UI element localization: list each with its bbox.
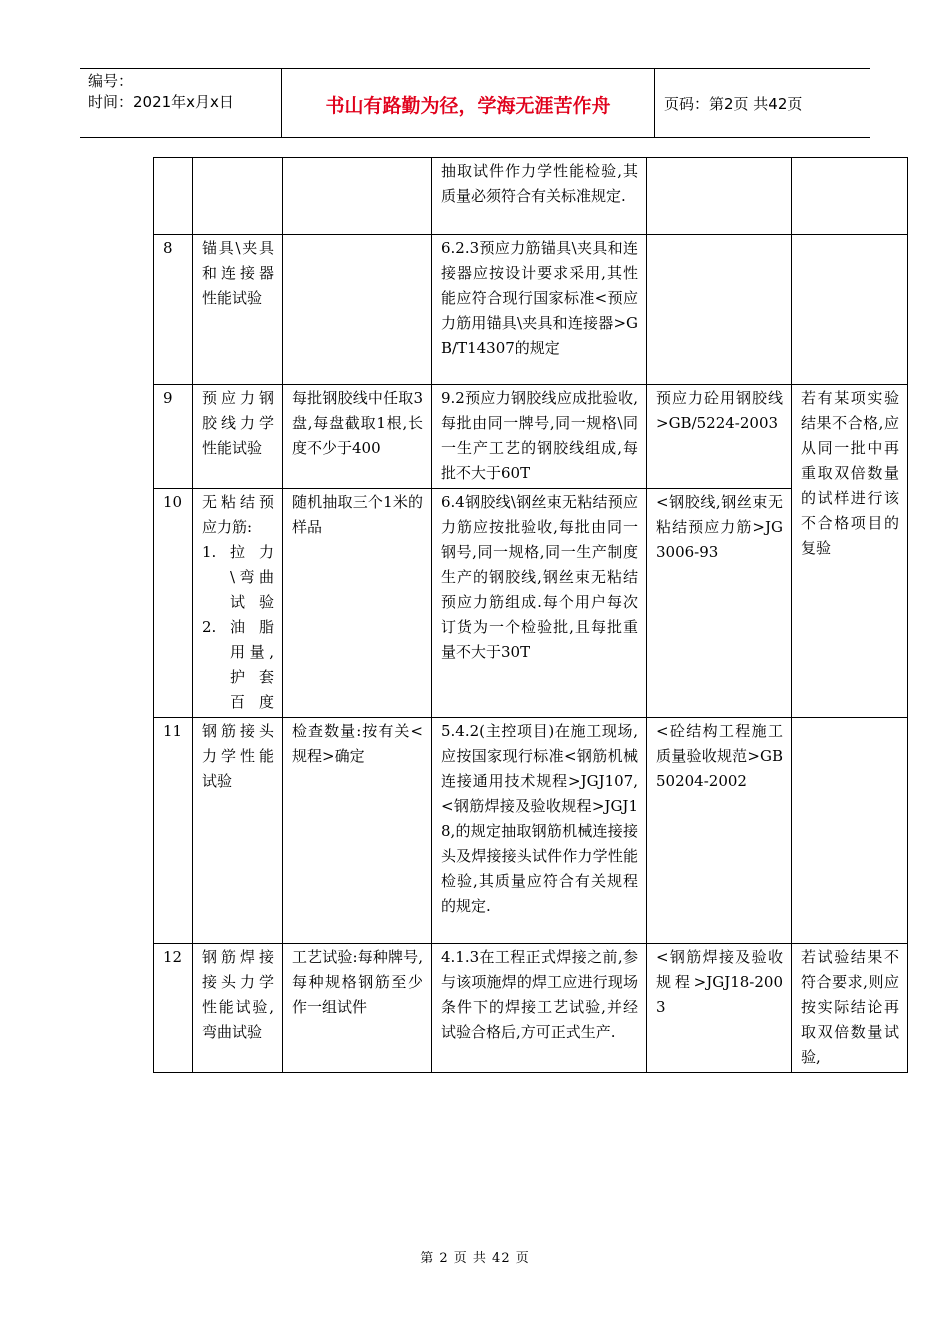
- item-sublist: [202, 540, 274, 715]
- page-footer: 第 2 页 共 42 页: [420, 1251, 530, 1266]
- cell-requirement: 4.1.3在工程正式焊接之前,参与该项施焊的焊工应进行现场条件下的焊接工艺试验,并经试验合格后,方可正式生产.: [432, 944, 647, 1073]
- cell-requirement: 6.4钢胶线\钢丝束无粘结预应力筋应按批验收,每批由同一钢号,同一规格,同一生产制度生产的钢胶线,钢丝束无粘结预应力筋组成.每个用户每次订货为一个检验批,且每批重量不大于30T: [432, 489, 647, 718]
- cell-remark: [792, 718, 908, 944]
- table-row: [154, 158, 908, 235]
- cell-no: 10: [154, 489, 193, 718]
- item-title: 无粘结预应力筋:: [202, 493, 274, 536]
- header-left: [88, 71, 234, 113]
- cell-sampling: [283, 235, 432, 385]
- cell-remark: 若有某项实验结果不合格,应从同一批中再重取双倍数量的试样进行该不合格项目的复验: [792, 385, 908, 718]
- cell-standard: <钢胶线,钢丝束无粘结预应力筋>JG3006-93: [647, 489, 792, 718]
- doc-number-label: 编号：: [88, 72, 134, 90]
- cell-sampling: 工艺试验:每种牌号,每种规格钢筋至少作一组试件: [283, 944, 432, 1073]
- list-item-number: 1.: [202, 543, 217, 561]
- cell-requirement: 抽取试件作力学性能检验,其质量必须符合有关标准规定.: [432, 158, 647, 235]
- cell-item: 预应力钢胶线力学性能试验: [193, 385, 283, 489]
- cell-sampling: [283, 158, 432, 235]
- header-motto: 书山有路勤为径，学海无涯苦作舟: [325, 95, 611, 117]
- table-row: [154, 385, 908, 489]
- list-item: [202, 540, 274, 615]
- cell-remark: 若试验结果不符合要求,则应按实际结论再取双倍数量试验,: [792, 944, 908, 1073]
- cell-requirement: 5.4.2(主控项目)在施工现场,应按国家现行标准<钢筋机械连接通用技术规程>JGJ107,<钢筋焊接及验收规程>JGJ18,的规定抽取钢筋机械连接接头及焊接接头试件作力学性能检验,其质量应符合有关规程的规定.: [432, 718, 647, 944]
- cell-sampling: 检查数量:按有关<规程>确定: [283, 718, 432, 944]
- cell-remark: [792, 235, 908, 385]
- list-item: [202, 615, 274, 715]
- header-page-info: 页码：第2页 共42页: [664, 95, 803, 113]
- list-item-text: 拉力\弯曲试验: [230, 543, 274, 611]
- list-item-text: 油脂用量,护套百度: [230, 618, 274, 711]
- cell-item: 钢筋接头力学性能试验: [193, 718, 283, 944]
- cell-item: 锚具\夹具和连接器性能试验: [193, 235, 283, 385]
- cell-standard: 预应力砼用钢胶线>GB/5224-2003: [647, 385, 792, 489]
- cell-no: 8: [154, 235, 193, 385]
- cell-sampling: 随机抽取三个1米的样品: [283, 489, 432, 718]
- cell-requirement: 6.2.3预应力筋锚具\夹具和连接器应按设计要求采用,其性能应符合现行国家标准<预应力筋用锚具\夹具和连接器>GB/T14307的规定: [432, 235, 647, 385]
- table-row: [154, 944, 908, 1073]
- table-row: [154, 718, 908, 944]
- cell-standard: <砼结构工程施工质量验收规范>GB50204-2002: [647, 718, 792, 944]
- cell-no: [154, 158, 193, 235]
- header-divider: [654, 69, 655, 137]
- cell-requirement: 9.2预应力钢胶线应成批验收,每批由同一牌号,同一规格\同一生产工艺的钢胶线组成,每批不大于60T: [432, 385, 647, 489]
- cell-standard: [647, 235, 792, 385]
- cell-standard: [647, 158, 792, 235]
- doc-time-label: 时间：2021年x月x日: [88, 93, 234, 111]
- cell-sampling: 每批钢胶线中任取3盘,每盘截取1根,长度不少于400: [283, 385, 432, 489]
- cell-standard: <钢筋焊接及验收规程>JGJ18-2003: [647, 944, 792, 1073]
- table-row: [154, 235, 908, 385]
- cell-remark: [792, 158, 908, 235]
- cell-item: [193, 158, 283, 235]
- cell-no: 12: [154, 944, 193, 1073]
- cell-no: 9: [154, 385, 193, 489]
- inspection-table: [153, 157, 908, 1073]
- list-item-number: 2.: [202, 618, 217, 636]
- cell-item: 钢筋焊接接头力学性能试验,弯曲试验: [193, 944, 283, 1073]
- cell-item: [193, 489, 283, 718]
- page-header: [80, 68, 870, 138]
- cell-no: 11: [154, 718, 193, 944]
